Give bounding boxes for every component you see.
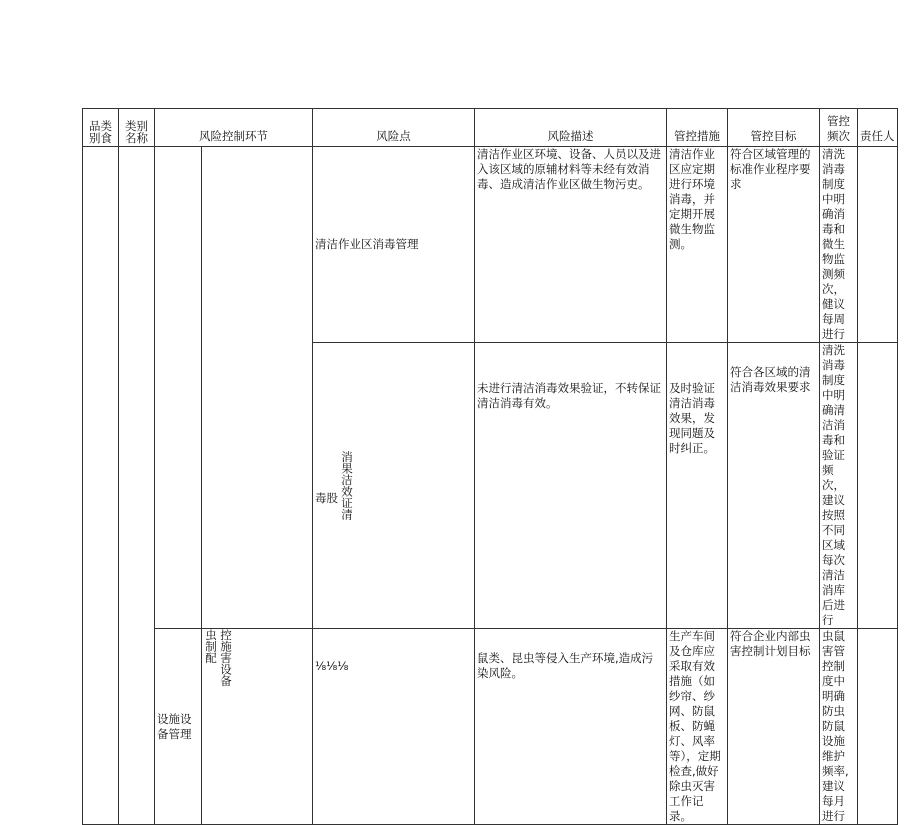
cell-control-sub [202,629,313,825]
risk-point-part-a: 毒股 [315,491,338,505]
cell-control-step: 设施设备管理 [155,629,202,825]
cell-control-measures: 清洁作业区应定期进行环境消毒，并定期开展微生物监测。 [667,147,728,343]
control-sub-part-b: 控施害设备 [219,629,233,687]
header-control-target: 管控目标 [728,109,820,147]
cell-control-step [155,147,202,629]
cell-risk-point: 清洁作业区消毒管理 [313,147,475,343]
header-row [83,109,898,147]
table-row [83,147,898,343]
cell-owner [858,147,898,343]
header-control-measures: 管控措施 [667,109,728,147]
cell-control-sub [202,147,313,629]
header-risk-point: 风险点 [313,109,475,147]
cell-control-target: 符合企业内部虫害控制计划目标 [728,629,820,825]
cell-risk-description: 未进行清洁消毒效果验证，不转保证清洁消毒有效。 [475,343,667,629]
cell-control-measures: 生产车间及仓库应采取有效措施（如纱帘、纱网、防鼠板、防蝇灯、风率等），定期检查,做好除虫灭害工作记录。 [667,629,728,825]
table-row [83,629,898,825]
cell-control-frequency: 虫鼠害管控制度中明确防虫防鼠设施维护频率,建议每月进行 [820,629,858,825]
header-food-category-text: 品类别食 [89,119,112,145]
cell-control-measures: 及时验证清洁消毒效果，发现同题及时纠正。 [667,343,728,629]
cell-control-frequency: 清洗消毒制度中明确消毒和微生物监测频次，健议每周进行 [820,147,858,343]
cell-control-target: 符合各区域的清洁消毒效果要求 [728,343,820,629]
cell-owner [858,629,898,825]
cell-control-target: 符合区域管理的标准作业程序要求 [728,147,820,343]
risk-point-part-b: 消果洁效证清 [340,451,354,520]
header-owner: 责任人 [858,109,898,147]
cell-risk-point: ⅛⅛⅛ [313,629,475,825]
control-sub-split [204,629,310,687]
cell-control-frequency: 清洗消毒制度中明确清洁消毒和验证频次，建议按照不同区域每次清洁消库后进行 [820,343,858,629]
header-category-name-text: 类别名称 [125,119,148,145]
risk-control-table [82,108,898,825]
header-control-frequency: 管控频次 [820,109,858,147]
control-sub-part-a: 虫制配 [204,629,218,664]
risk-point-split [315,451,472,520]
header-control-step: 风险控制环节 [155,109,313,147]
header-food-category [83,109,119,147]
cell-risk-description: 清洁作业区环境、设备、人员以及进入该区域的原辅材料等未经有效消毒、造成清洁作业区做生物污吏。 [475,147,667,343]
cell-risk-description: 鼠类、昆虫等侵入生产环境,造成污染风险。 [475,629,667,825]
cell-food-category [83,147,119,825]
cell-owner [858,343,898,629]
header-risk-description: 风险描述 [475,109,667,147]
cell-risk-point [313,343,475,629]
header-category-name [119,109,155,147]
cell-category-name [119,147,155,825]
